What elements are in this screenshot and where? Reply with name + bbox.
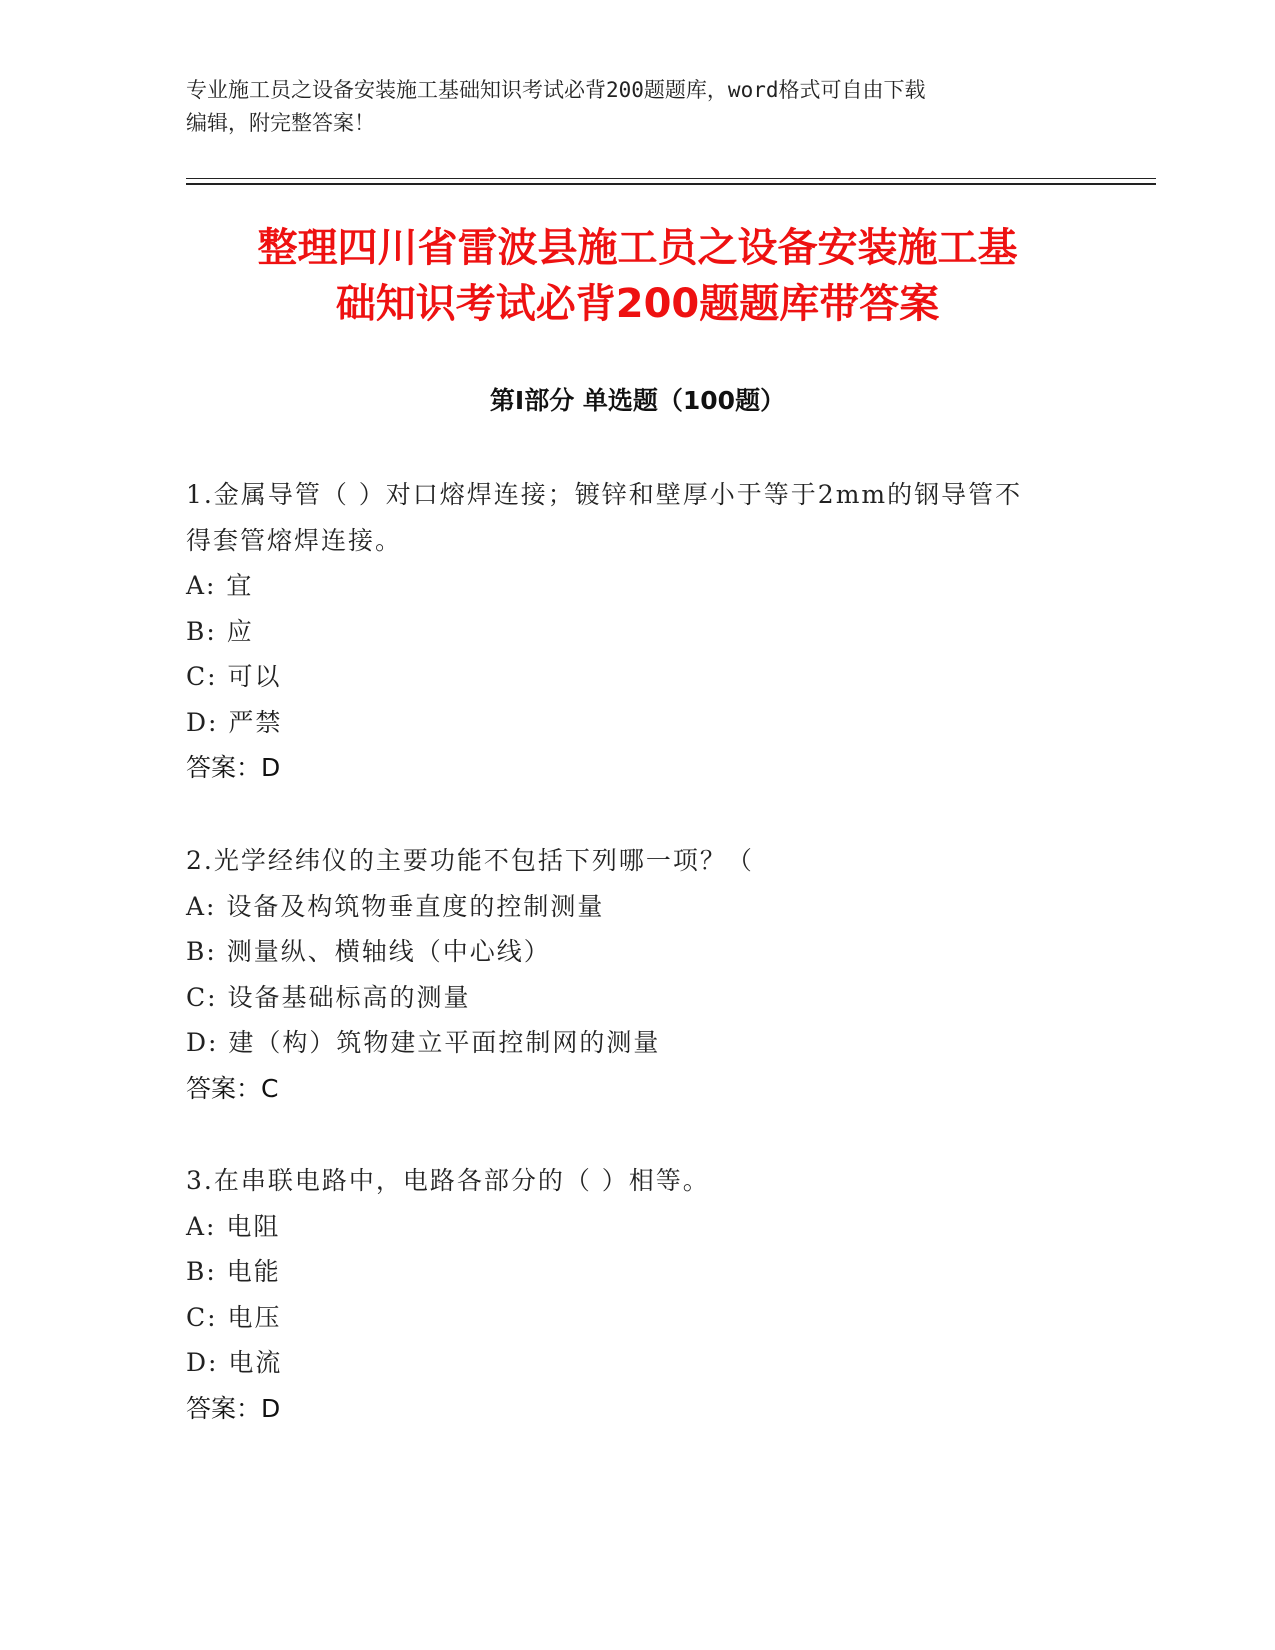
question-1-option-d: D: 严禁 <box>186 707 283 737</box>
question-2 <box>186 838 1086 1111</box>
question-3-option-c: C: 电压 <box>186 1302 282 1332</box>
question-3 <box>186 1158 1086 1431</box>
question-2-option-b: B: 测量纵、横轴线（中心线） <box>186 937 551 966</box>
question-1-option-b: B: 应 <box>186 616 254 646</box>
question-1-option-a: A: 宜 <box>186 571 254 600</box>
question-3-text-line-1: 3.在串联电路中，电路各部分的（ ）相等。 <box>186 1166 710 1195</box>
question-1-text-line-1: 1.金属导管（ ）对口熔焊连接；镀锌和壁厚小于等于2mm的钢导管不 <box>186 480 1023 509</box>
question-3-option-a: A: 电阻 <box>186 1211 281 1241</box>
question-2-option-d: D: 建（构）筑物建立平面控制网的测量 <box>186 1028 661 1057</box>
question-1-option-c: C: 可以 <box>186 662 282 691</box>
document-title <box>150 220 1125 332</box>
document-title-line-1: 整理四川省雷波县施工员之设备安装施工基 <box>257 225 1018 271</box>
header-note-line-2: 编辑，附完整答案！ <box>186 111 375 135</box>
header-note <box>186 74 1086 140</box>
question-1-text-line-2: 得套管熔焊连接。 <box>186 525 403 555</box>
question-2-option-a: A: 设备及构筑物垂直度的控制测量 <box>186 891 605 921</box>
question-3-option-d: D: 电流 <box>186 1348 283 1377</box>
question-1 <box>186 472 1086 791</box>
header-note-line-1: 专业施工员之设备安装施工基础知识考试必背200题题库，word格式可自由下载 <box>186 78 926 102</box>
section-heading: 第Ⅰ部分 单选题（100题） <box>489 386 786 415</box>
question-1-answer: 答案：D <box>186 753 281 782</box>
question-3-option-b: B: 电能 <box>186 1257 281 1286</box>
header-rule-thin <box>186 178 1156 179</box>
question-2-answer: 答案：C <box>186 1073 279 1103</box>
header-rule-thick <box>186 183 1156 185</box>
question-3-answer: 答案：D <box>186 1393 281 1423</box>
question-2-text-line-1: 2.光学经纬仪的主要功能不包括下列哪一项？（ <box>186 846 754 875</box>
question-2-option-c: C: 设备基础标高的测量 <box>186 982 471 1012</box>
document-title-line-2: 础知识考试必背200题题库带答案 <box>335 281 940 327</box>
